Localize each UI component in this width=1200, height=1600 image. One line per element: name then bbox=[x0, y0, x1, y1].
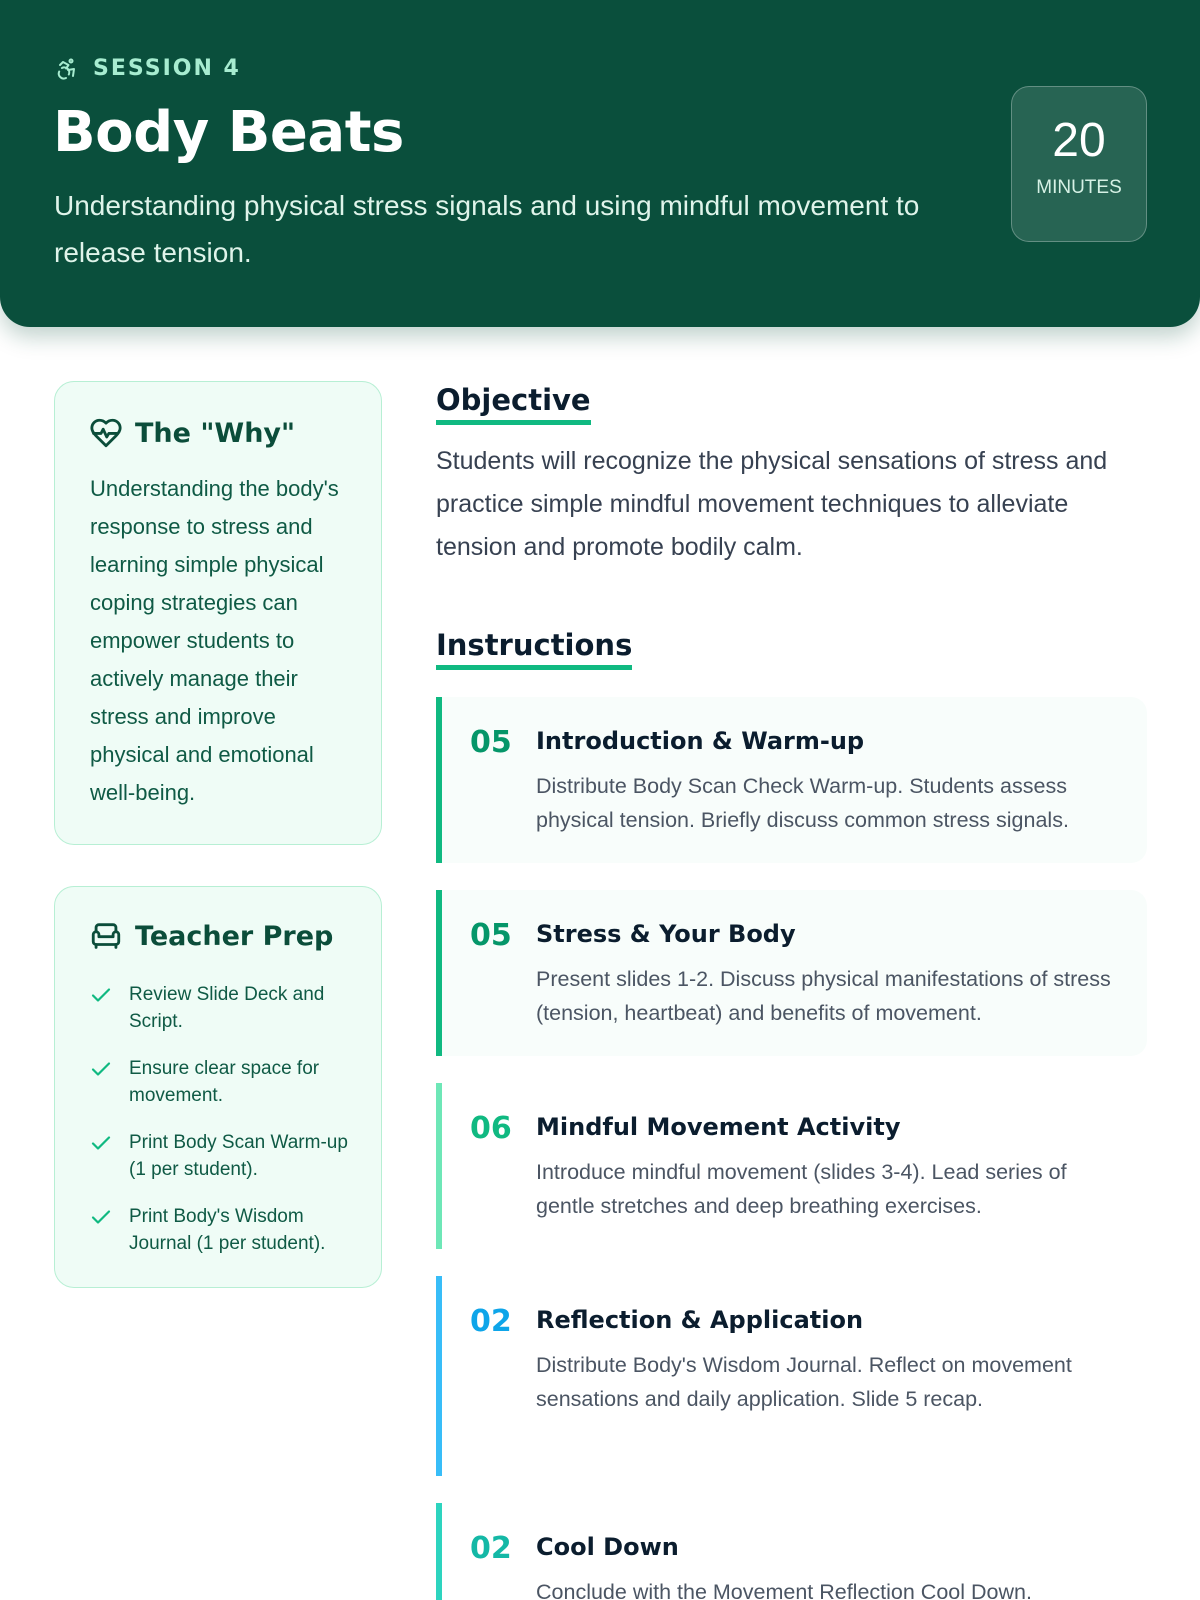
prep-card-header bbox=[89, 919, 333, 953]
step-minutes: 02 bbox=[470, 1304, 512, 1339]
prep-item bbox=[89, 1203, 359, 1257]
prep-item-text: Review Slide Deck and Script. bbox=[129, 984, 325, 1032]
page-subtitle: Understanding physical stress signals and using mindful movement to release tension. bbox=[54, 190, 920, 268]
prep-item-text: Ensure clear space for movement. bbox=[129, 1058, 320, 1106]
step-description: Distribute Body Scan Check Warm-up. Students assess physical tension. Briefly discuss common stress signals. bbox=[536, 774, 1069, 832]
why-card bbox=[54, 381, 382, 845]
step-minutes: 05 bbox=[470, 725, 512, 760]
why-text: Understanding the body's response to stress and learning simple physical coping strategies can empower students to actively manage their stress and improve physical and emotional well-being. bbox=[90, 476, 339, 805]
check-icon bbox=[89, 1205, 113, 1229]
heart-pulse-icon bbox=[89, 416, 123, 450]
duration-badge bbox=[1011, 86, 1147, 242]
step-title: Stress & Your Body bbox=[536, 920, 796, 948]
armchair-icon bbox=[89, 919, 123, 953]
prep-item bbox=[89, 1129, 359, 1183]
prep-item-text: Print Body Scan Warm-up (1 per student). bbox=[129, 1132, 348, 1180]
instruction-step bbox=[436, 890, 1147, 1056]
teacher-prep-card bbox=[54, 886, 382, 1288]
check-icon bbox=[89, 1057, 113, 1081]
step-description: Introduce mindful movement (slides 3-4). Lead series of gentle stretches and deep breathing exercises. bbox=[536, 1160, 1067, 1218]
instruction-step bbox=[436, 697, 1147, 863]
instructions-heading: Instructions bbox=[436, 628, 632, 670]
prep-item bbox=[89, 981, 359, 1035]
prep-item-text: Print Body's Wisdom Journal (1 per student). bbox=[129, 1206, 326, 1254]
step-description: Present slides 1-2. Discuss physical manifestations of stress (tension, heartbeat) and benefits of movement. bbox=[536, 967, 1111, 1025]
step-minutes: 02 bbox=[470, 1531, 512, 1566]
step-title: Introduction & Warm-up bbox=[536, 727, 865, 755]
objective-text: Students will recognize the physical sensations of stress and practice simple mindful movement techniques to alleviate tension and promote bodily calm. bbox=[436, 447, 1108, 561]
step-minutes: 06 bbox=[470, 1111, 512, 1146]
check-icon bbox=[89, 983, 113, 1007]
session-header bbox=[0, 0, 1200, 327]
prep-checklist bbox=[89, 981, 359, 1277]
duration-value: 20 bbox=[1052, 114, 1106, 167]
instruction-step bbox=[436, 1083, 1147, 1249]
instruction-step bbox=[436, 1276, 1147, 1476]
step-title: Reflection & Application bbox=[536, 1306, 864, 1334]
prep-item bbox=[89, 1055, 359, 1109]
prep-title: Teacher Prep bbox=[135, 920, 334, 952]
session-row bbox=[55, 56, 241, 81]
check-icon bbox=[89, 1131, 113, 1155]
step-description: Conclude with the Movement Reflection Cool Down. bbox=[536, 1580, 1032, 1600]
step-title: Mindful Movement Activity bbox=[536, 1113, 901, 1141]
duration-unit: MINUTES bbox=[1036, 177, 1122, 198]
session-number: SESSION 4 bbox=[93, 56, 241, 81]
why-card-header bbox=[89, 416, 295, 450]
accessibility-icon bbox=[55, 57, 79, 81]
step-description: Distribute Body's Wisdom Journal. Reflect on movement sensations and daily application. Slide 5 recap. bbox=[536, 1353, 1072, 1411]
objective-heading: Objective bbox=[436, 383, 591, 425]
page-title: Body Beats bbox=[53, 100, 404, 165]
step-title: Cool Down bbox=[536, 1533, 679, 1561]
why-title: The "Why" bbox=[135, 417, 296, 449]
instruction-step bbox=[436, 1503, 1147, 1600]
step-minutes: 05 bbox=[470, 918, 512, 953]
